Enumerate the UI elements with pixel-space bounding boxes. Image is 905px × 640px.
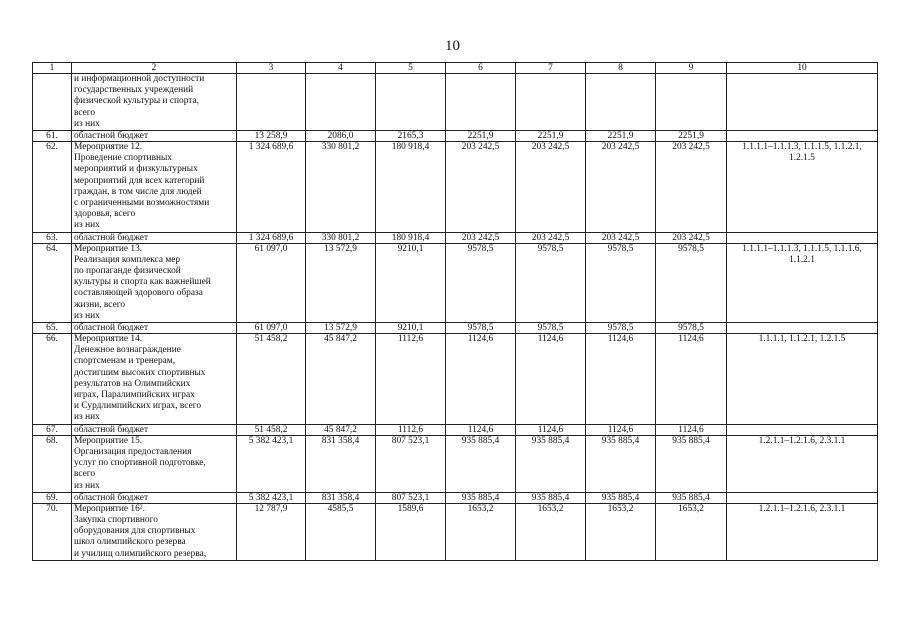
target-indicator-ref: 1.1.1.1–1.1.1.3, 1.1.1.5, 1.1.2.1, 1.2.1.5 xyxy=(727,142,878,233)
target-indicator-ref: 1.2.1.1–1.2.1.6, 2.3.1.1 xyxy=(727,503,878,560)
column-number: 10 xyxy=(727,63,878,74)
budget-row xyxy=(33,492,878,503)
amount-cell: 180 918,4 xyxy=(376,142,446,233)
amount-cell: 203 242,5 xyxy=(446,142,516,233)
amount-cell: 2251,9 xyxy=(516,131,586,142)
amount-cell: 61 097,0 xyxy=(237,323,306,334)
target-indicator-ref xyxy=(727,74,878,131)
row-name: Мероприятие 14. Денежное вознаграждение спортсменам и тренерам, достигшим высоких спортивных результатов на Олимпийских играх, Паралимпийских играх и Сурдлимпийских играх, всего из них xyxy=(72,334,237,425)
amount-cell xyxy=(656,74,727,131)
amount-cell: 330 801,2 xyxy=(306,142,376,233)
amount-cell: 1653,2 xyxy=(656,503,727,560)
row-number: 65. xyxy=(33,323,72,334)
row-name: областной бюджет xyxy=(72,232,237,243)
amount-cell: 807 523,1 xyxy=(376,435,446,492)
amount-cell: 9210,1 xyxy=(376,243,446,322)
amount-cell: 330 801,2 xyxy=(306,232,376,243)
amount-cell: 180 918,4 xyxy=(376,232,446,243)
amount-cell: 935 885,4 xyxy=(516,435,586,492)
amount-cell: 807 523,1 xyxy=(376,492,446,503)
target-indicator-ref xyxy=(727,131,878,142)
column-number: 6 xyxy=(446,63,516,74)
amount-cell: 61 097,0 xyxy=(237,243,306,322)
row-name: Мероприятие 16². Закупка спортивного оборудования для спортивных школ олимпийского резерва и училищ олимпийского резерва, xyxy=(72,503,237,560)
amount-cell: 51 458,2 xyxy=(237,334,306,425)
amount-cell: 831 358,4 xyxy=(306,492,376,503)
row-name: областной бюджет xyxy=(72,424,237,435)
row-number: 62. xyxy=(33,142,72,233)
amount-cell: 9578,5 xyxy=(446,243,516,322)
amount-cell: 203 242,5 xyxy=(656,142,727,233)
row-name: Мероприятие 15. Организация предоставления услуг по спортивной подготовке, всего из них xyxy=(72,435,237,492)
amount-cell: 4585,5 xyxy=(306,503,376,560)
amount-cell xyxy=(306,74,376,131)
amount-cell xyxy=(446,74,516,131)
row-number: 70. xyxy=(33,503,72,560)
amount-cell: 1653,2 xyxy=(516,503,586,560)
amount-cell: 935 885,4 xyxy=(446,435,516,492)
page-number: 10 xyxy=(445,38,460,54)
amount-cell: 1124,6 xyxy=(656,424,727,435)
amount-cell: 13 258,9 xyxy=(237,131,306,142)
amount-cell: 935 885,4 xyxy=(656,492,727,503)
amount-cell: 13 572,9 xyxy=(306,323,376,334)
amount-cell: 2086,0 xyxy=(306,131,376,142)
amount-cell: 203 242,5 xyxy=(586,142,656,233)
budget-row xyxy=(33,131,878,142)
amount-cell: 1124,6 xyxy=(446,334,516,425)
amount-cell: 13 572,9 xyxy=(306,243,376,322)
amount-cell: 5 382 423,1 xyxy=(237,435,306,492)
column-number-row xyxy=(33,63,878,74)
column-number: 9 xyxy=(656,63,727,74)
amount-cell: 203 242,5 xyxy=(586,232,656,243)
measure-row xyxy=(33,435,878,492)
row-name: областной бюджет xyxy=(72,323,237,334)
amount-cell xyxy=(516,74,586,131)
target-indicator-ref: 1.2.1.1–1.2.1.6, 2.3.1.1 xyxy=(727,435,878,492)
column-number: 7 xyxy=(516,63,586,74)
amount-cell: 1124,6 xyxy=(446,424,516,435)
amount-cell: 203 242,5 xyxy=(516,232,586,243)
row-number xyxy=(33,74,72,131)
amount-cell: 1653,2 xyxy=(446,503,516,560)
measure-row xyxy=(33,142,878,233)
amount-cell: 203 242,5 xyxy=(656,232,727,243)
amount-cell: 45 847,2 xyxy=(306,334,376,425)
column-number: 2 xyxy=(72,63,237,74)
amount-cell: 1124,6 xyxy=(516,424,586,435)
amount-cell: 1589,6 xyxy=(376,503,446,560)
amount-cell: 1124,6 xyxy=(656,334,727,425)
amount-cell: 935 885,4 xyxy=(586,435,656,492)
target-indicator-ref: 1.1.1.1–1.1.1.3, 1.1.1.5, 1.1.1.6, 1.1.2.1 xyxy=(727,243,878,322)
row-number: 64. xyxy=(33,243,72,322)
amount-cell: 9578,5 xyxy=(516,323,586,334)
amount-cell: 1124,6 xyxy=(516,334,586,425)
amount-cell xyxy=(376,74,446,131)
amount-cell: 9578,5 xyxy=(586,243,656,322)
amount-cell: 5 382 423,1 xyxy=(237,492,306,503)
row-number: 68. xyxy=(33,435,72,492)
amount-cell: 203 242,5 xyxy=(446,232,516,243)
amount-cell: 935 885,4 xyxy=(516,492,586,503)
amount-cell: 9210,1 xyxy=(376,323,446,334)
row-number: 69. xyxy=(33,492,72,503)
target-indicator-ref xyxy=(727,232,878,243)
amount-cell: 935 885,4 xyxy=(446,492,516,503)
column-number: 4 xyxy=(306,63,376,74)
table-body xyxy=(33,63,878,561)
amount-cell: 2251,9 xyxy=(586,131,656,142)
row-number: 61. xyxy=(33,131,72,142)
amount-cell xyxy=(237,74,306,131)
row-name: областной бюджет xyxy=(72,131,237,142)
amount-cell: 51 458,2 xyxy=(237,424,306,435)
target-indicator-ref xyxy=(727,323,878,334)
column-number: 8 xyxy=(586,63,656,74)
amount-cell: 1 324 689,6 xyxy=(237,232,306,243)
budget-row xyxy=(33,232,878,243)
amount-cell: 831 358,4 xyxy=(306,435,376,492)
target-indicator-ref: 1.1.1.1, 1.1.2.1, 1.2.1.5 xyxy=(727,334,878,425)
measure-row xyxy=(33,334,878,425)
amount-cell: 935 885,4 xyxy=(656,435,727,492)
measure-row xyxy=(33,243,878,322)
budget-row xyxy=(33,424,878,435)
amount-cell: 203 242,5 xyxy=(516,142,586,233)
column-number: 3 xyxy=(237,63,306,74)
row-name: и информационной доступности государственных учреждений физической культуры и спорта, всего из них xyxy=(72,74,237,131)
amount-cell: 45 847,2 xyxy=(306,424,376,435)
program-funding-table xyxy=(32,62,878,561)
amount-cell: 9578,5 xyxy=(516,243,586,322)
amount-cell: 1124,6 xyxy=(586,334,656,425)
amount-cell: 1112,6 xyxy=(376,334,446,425)
row-name: Мероприятие 13. Реализация комплекса мер по пропаганде физической культуры и спорта как важнейшей составляющей здорового образа жизни, всего из них xyxy=(72,243,237,322)
row-number: 66. xyxy=(33,334,72,425)
column-number: 5 xyxy=(376,63,446,74)
measure-row xyxy=(33,74,878,131)
amount-cell: 9578,5 xyxy=(446,323,516,334)
target-indicator-ref xyxy=(727,424,878,435)
amount-cell: 2251,9 xyxy=(446,131,516,142)
row-number: 67. xyxy=(33,424,72,435)
amount-cell: 1653,2 xyxy=(586,503,656,560)
amount-cell xyxy=(586,74,656,131)
amount-cell: 2251,9 xyxy=(656,131,727,142)
amount-cell: 9578,5 xyxy=(586,323,656,334)
amount-cell: 1 324 689,6 xyxy=(237,142,306,233)
amount-cell: 12 787,9 xyxy=(237,503,306,560)
row-number: 63. xyxy=(33,232,72,243)
amount-cell: 1124,6 xyxy=(586,424,656,435)
budget-row xyxy=(33,323,878,334)
column-number: 1 xyxy=(33,63,72,74)
amount-cell: 9578,5 xyxy=(656,243,727,322)
measure-row xyxy=(33,503,878,560)
amount-cell: 1112,6 xyxy=(376,424,446,435)
amount-cell: 935 885,4 xyxy=(586,492,656,503)
row-name: областной бюджет xyxy=(72,492,237,503)
row-name: Мероприятие 12. Проведение спортивных мероприятий и физкультурных мероприятий для всех категорий граждан, в том числе для людей с ограниченными возможностями здоровья, всего из них xyxy=(72,142,237,233)
amount-cell: 9578,5 xyxy=(656,323,727,334)
amount-cell: 2165,3 xyxy=(376,131,446,142)
target-indicator-ref xyxy=(727,492,878,503)
